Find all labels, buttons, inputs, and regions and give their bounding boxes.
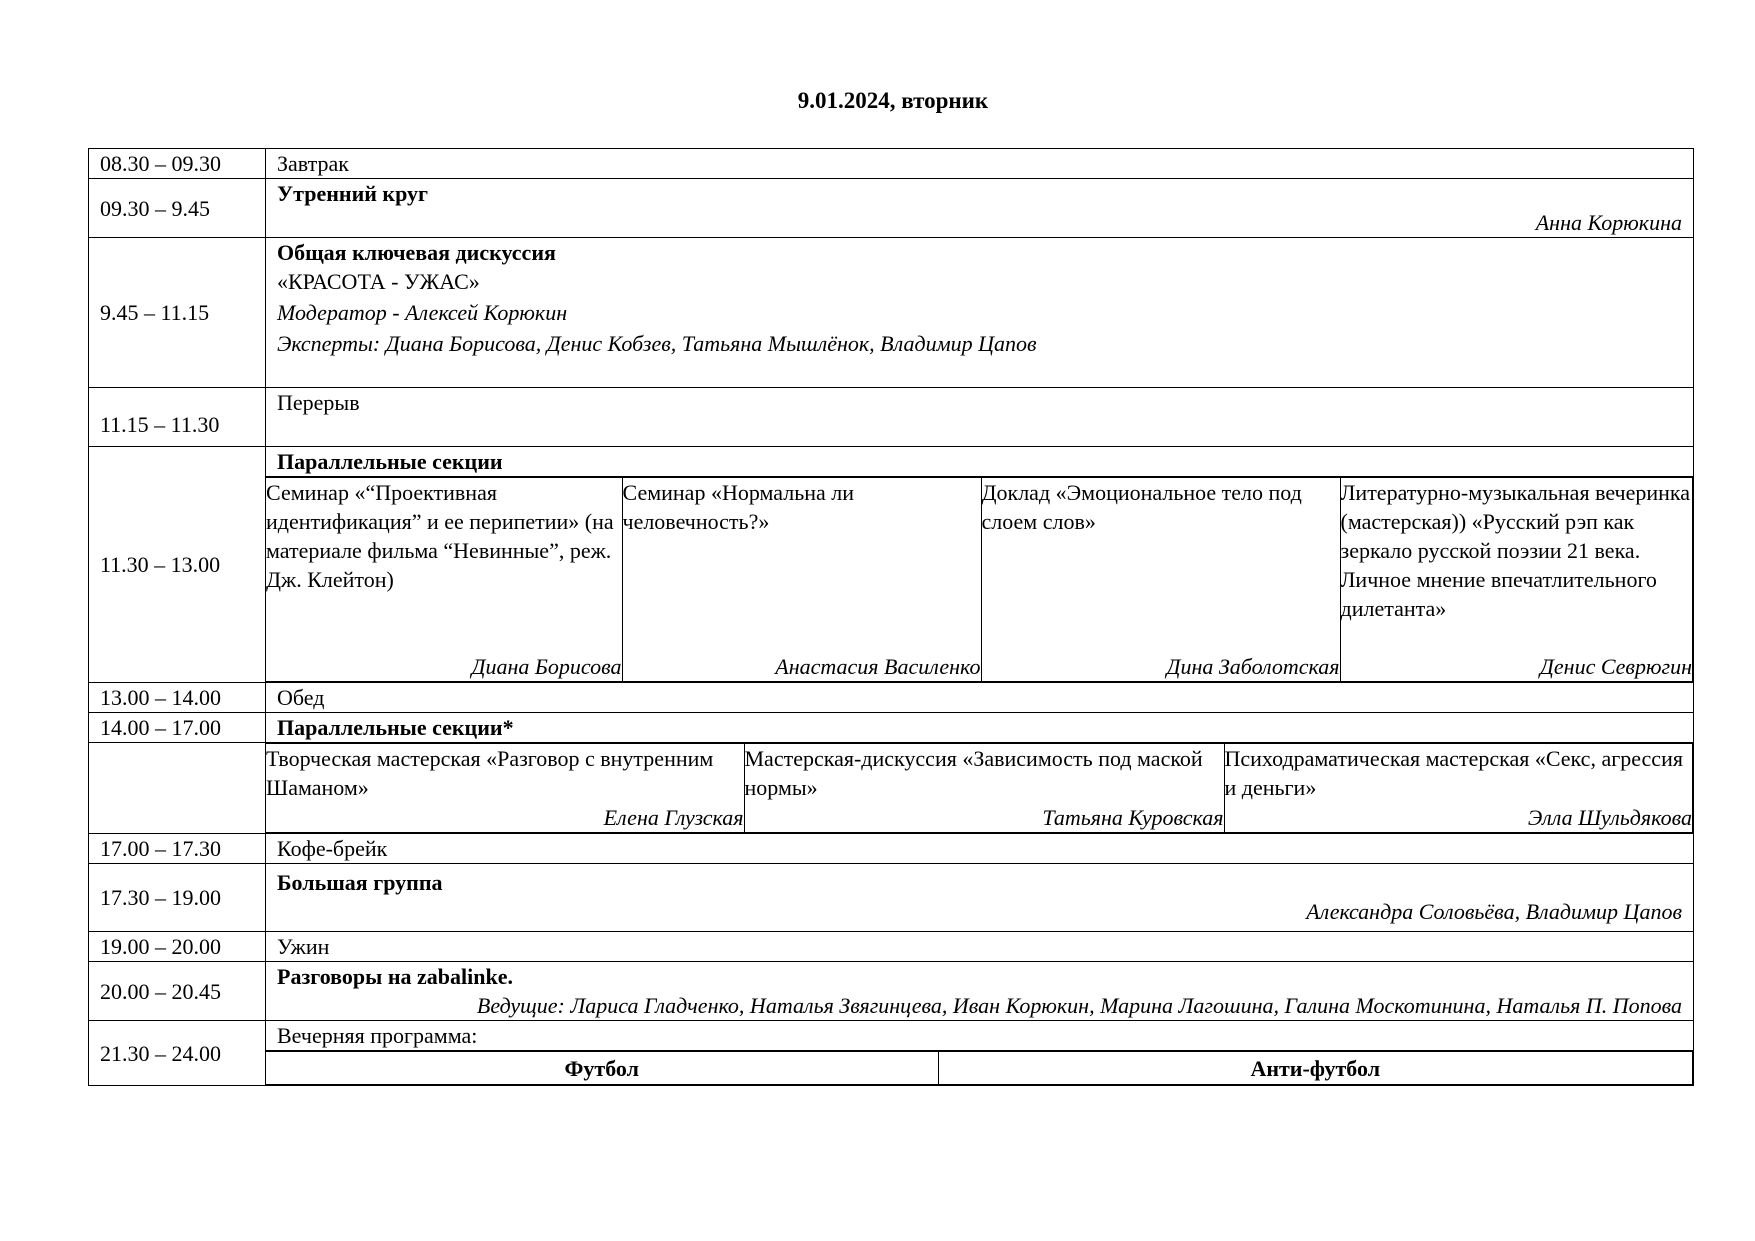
section-text: Литературно-музыкальная вечеринка (мастерская)) «Русский рэп как зеркало русской поэзии 21 века. Личное мнение впечатлительного дилетанта»	[1340, 480, 1691, 621]
time-cell: 11.15 – 11.30	[89, 388, 266, 447]
time-cell: 09.30 – 9.45	[89, 179, 266, 238]
activity-title: Параллельные секции	[266, 447, 1693, 477]
time-cell: 21.30 – 24.00	[89, 1021, 266, 1086]
table-row	[89, 179, 1694, 238]
activity-cell	[266, 1021, 1694, 1086]
activity-cell	[266, 864, 1694, 932]
section-text: Психодраматическая мастерская «Секс, агрессия и деньги»	[1224, 746, 1683, 800]
table-row	[89, 743, 1694, 834]
time-cell: 13.00 – 14.00	[89, 683, 266, 713]
section-text: Мастерская-дискуссия «Зависимость под маской нормы»	[744, 746, 1203, 800]
activity-title: Разговоры на zabalinke.	[277, 964, 513, 989]
table-row	[89, 149, 1694, 179]
moderator: Модератор - Алексей Корюкин	[277, 300, 568, 325]
table-row	[89, 713, 1694, 743]
section-cell	[266, 478, 622, 682]
section-lead: Татьяна Куровская	[1042, 805, 1224, 830]
time-cell: 9.45 – 11.15	[89, 238, 266, 388]
table-row	[89, 834, 1694, 864]
table-row	[89, 447, 1694, 683]
activity-cell	[266, 447, 1694, 683]
activity-cell	[266, 962, 1694, 1021]
activity-lead: Александра Соловьёва, Владимир Цапов	[1306, 899, 1682, 924]
parallel-sections	[266, 743, 1693, 833]
section-cell	[622, 478, 981, 682]
section-text: Доклад «Эмоциональное тело под слоем слов»	[981, 480, 1302, 534]
section-lead: Диана Борисова	[471, 654, 622, 679]
activity-cell: Завтрак	[266, 149, 1694, 179]
time-cell: 08.30 – 09.30	[89, 149, 266, 179]
table-row	[89, 1021, 1694, 1086]
activity-cell: Перерыв	[266, 388, 1694, 447]
activity-cell: Ужин	[266, 932, 1694, 962]
activity-lead: Анна Корюкина	[1535, 210, 1682, 235]
table-row	[89, 388, 1694, 447]
activity-title: Параллельные секции*	[266, 713, 1694, 743]
discussion-topic: «КРАСОТА - УЖАС»	[277, 269, 480, 294]
time-cell: 17.30 – 19.00	[89, 864, 266, 932]
section-lead: Элла Шульдякова	[1527, 805, 1692, 830]
section-cell	[1340, 478, 1693, 682]
activity-label: Вечерняя программа:	[266, 1021, 1693, 1051]
table-row	[89, 962, 1694, 1021]
section-cell	[744, 744, 1224, 833]
experts: Эксперты: Диана Борисова, Денис Кобзев, Татьяна Мышлёнок, Владимир Цапов	[277, 331, 1037, 356]
activity-cell: Обед	[266, 683, 1694, 713]
section-cell	[981, 478, 1340, 682]
time-cell: 20.00 – 20.45	[89, 962, 266, 1021]
section-lead: Елена Глузская	[603, 805, 744, 830]
time-cell: 17.00 – 17.30	[89, 834, 266, 864]
section-lead: Дина Заболотская	[1166, 654, 1340, 679]
time-cell: 11.30 – 13.00	[89, 447, 266, 683]
activity-cell	[266, 179, 1694, 238]
section-text: Семинар «Нормальна ли человечность?»	[622, 480, 855, 534]
activity-cell	[266, 238, 1694, 388]
activity-title: Общая ключевая дискуссия	[277, 240, 556, 265]
option-football: Футбол	[266, 1052, 938, 1085]
activity-title: Большая группа	[277, 870, 443, 895]
activity-cell: Кофе-брейк	[266, 834, 1694, 864]
schedule-table	[88, 148, 1694, 1086]
table-row	[89, 932, 1694, 962]
time-cell	[89, 743, 266, 834]
activity-title: Утренний круг	[277, 181, 429, 206]
section-cell	[266, 744, 744, 833]
parallel-sections	[266, 477, 1693, 682]
table-row	[89, 864, 1694, 932]
evening-options	[266, 1051, 1693, 1085]
section-lead: Анастасия Василенко	[775, 654, 981, 679]
activity-cell	[266, 743, 1694, 834]
section-text: Творческая мастерская «Разговор с внутренним Шаманом»	[266, 746, 714, 800]
option-anti-football: Анти-футбол	[938, 1052, 1693, 1085]
table-row	[89, 238, 1694, 388]
section-lead: Денис Севрюгин	[1539, 654, 1692, 679]
activity-hosts: Ведущие: Лариса Гладченко, Наталья Звягинцева, Иван Корюкин, Марина Лагошина, Галина Москотинина, Наталья П. Попова	[476, 993, 1682, 1018]
time-cell: 14.00 – 17.00	[89, 713, 266, 743]
time-cell: 19.00 – 20.00	[89, 932, 266, 962]
table-row	[89, 683, 1694, 713]
section-text: Семинар «“Проективная идентификация” и ее перипетии» (на материале фильма “Невинные”, реж. Дж. Клейтон)	[266, 480, 614, 592]
section-cell	[1224, 744, 1693, 833]
page-title: 9.01.2024, вторник	[797, 88, 989, 113]
